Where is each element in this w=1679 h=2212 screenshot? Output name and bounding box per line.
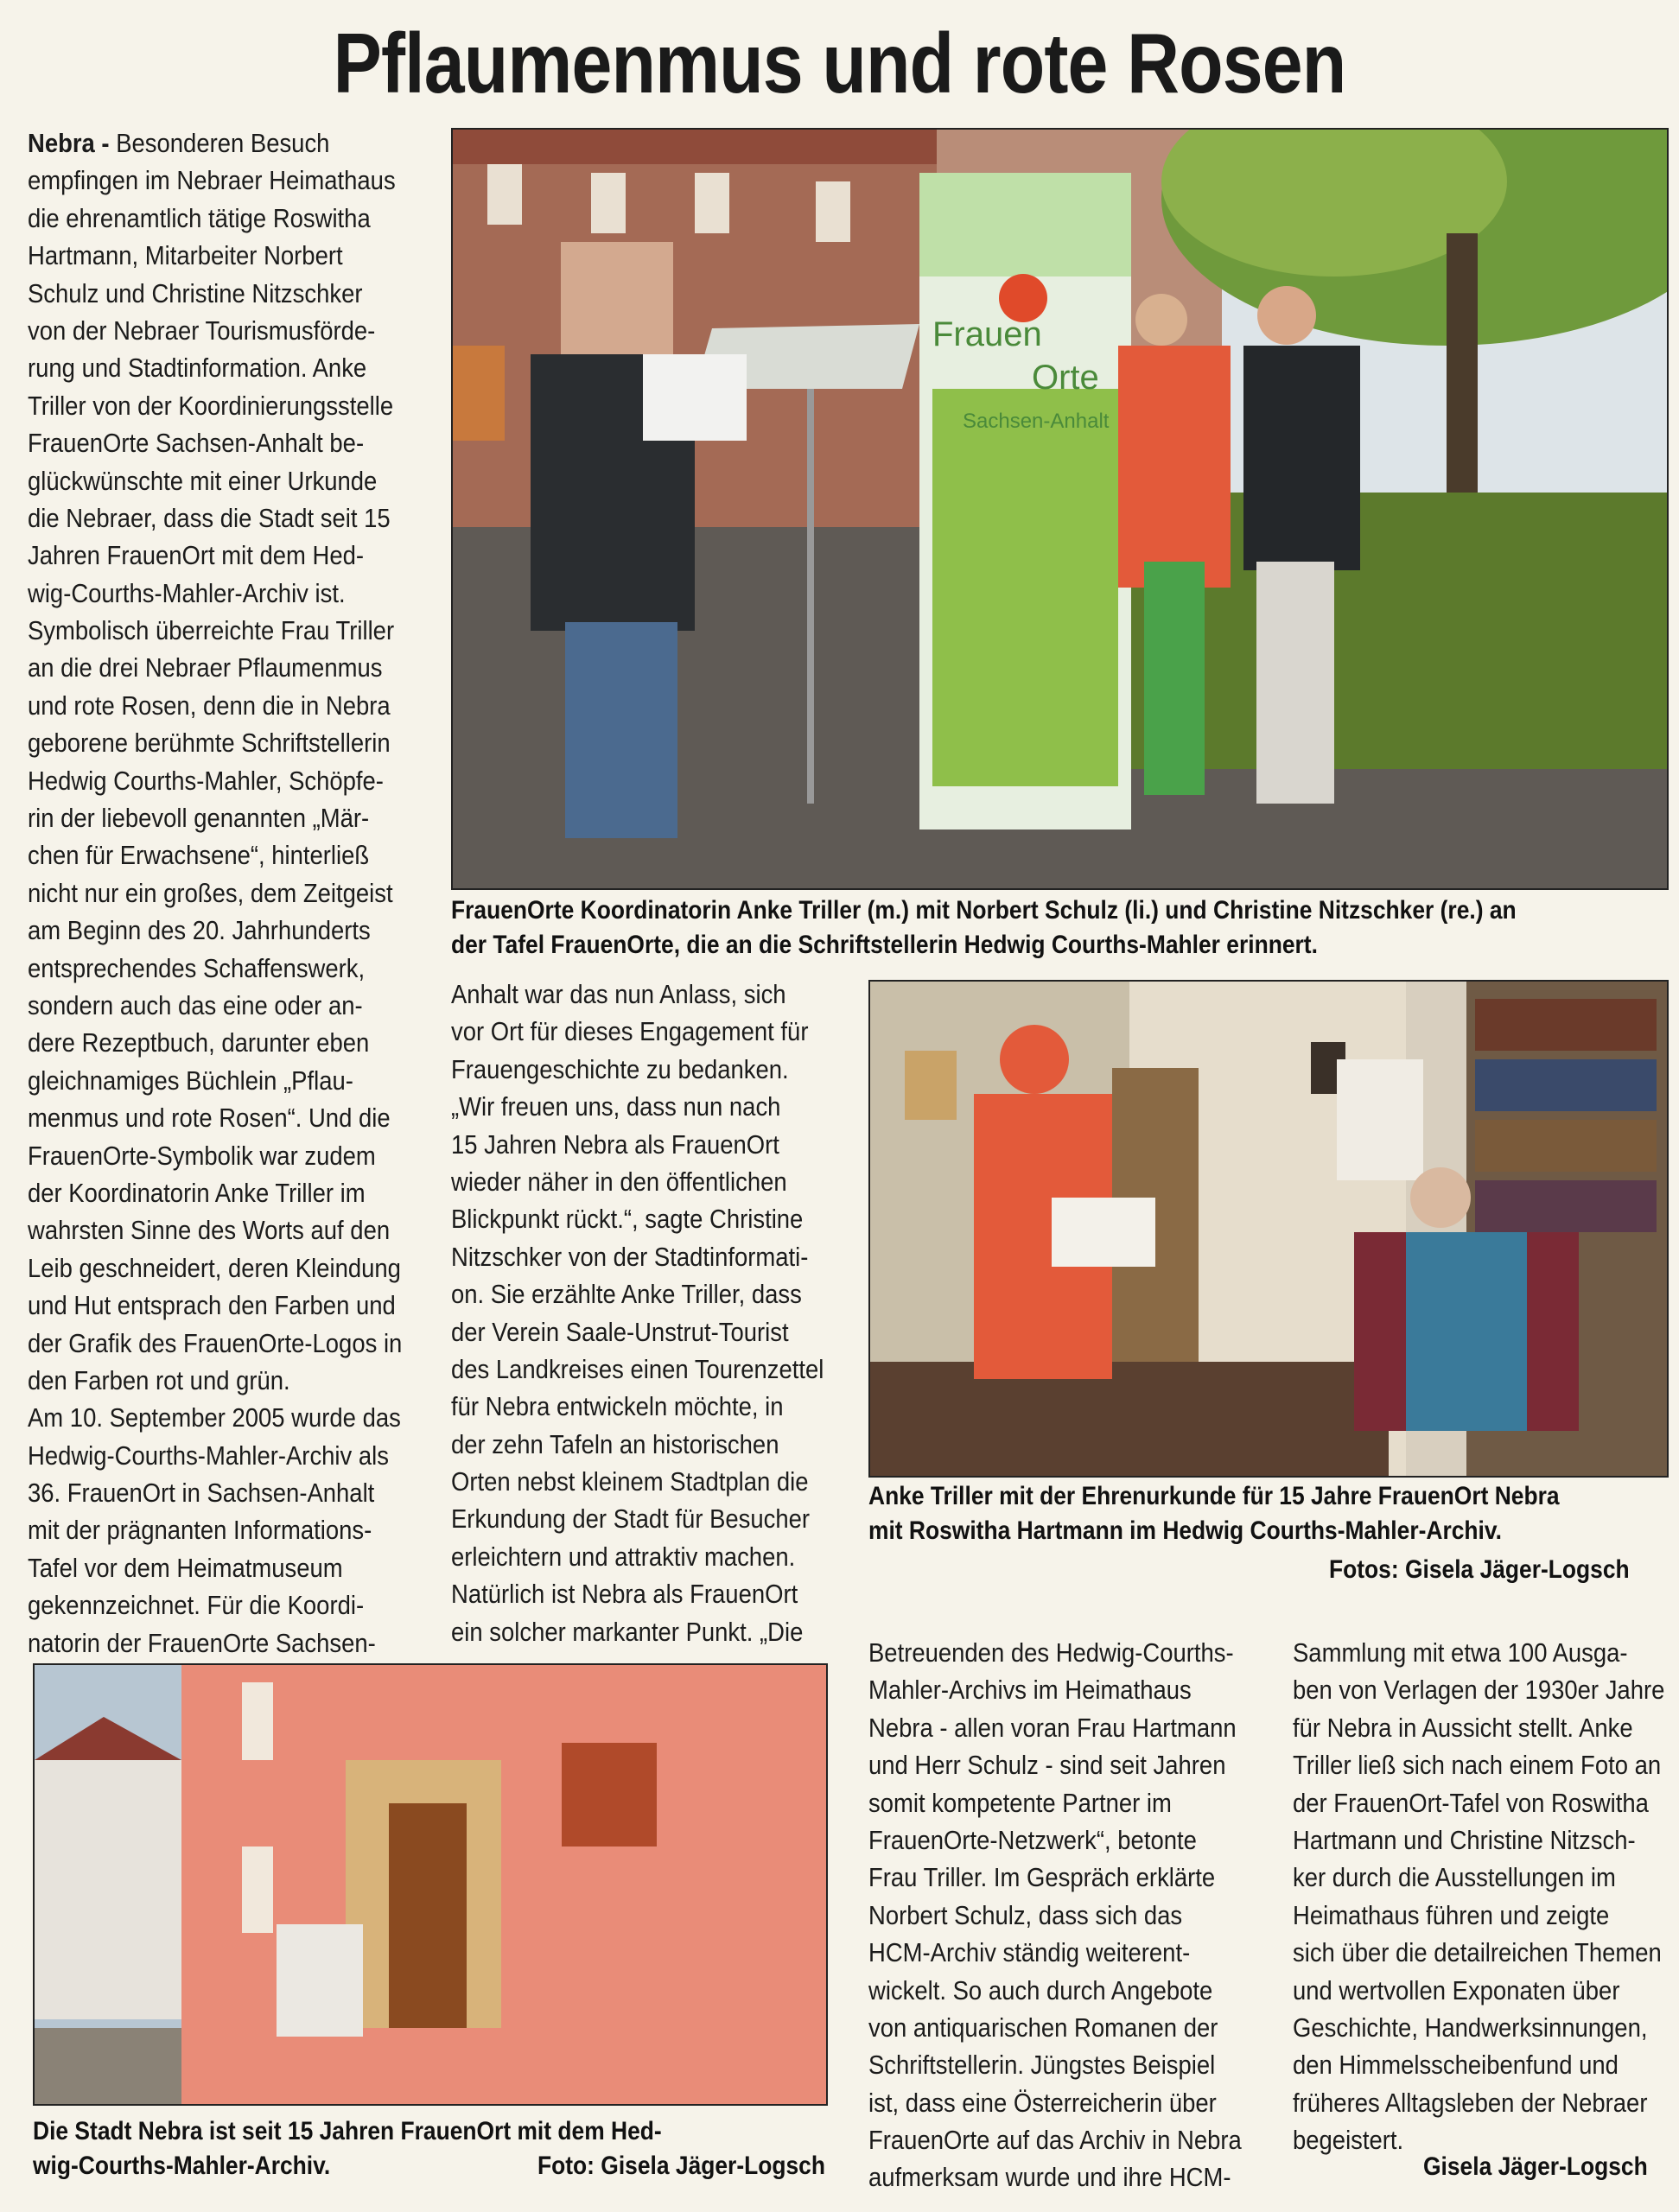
text-line: natorin der FrauenOrte Sachsen- — [28, 1628, 376, 1658]
text-line: Hartmann und Christine Nitzsch- — [1293, 1825, 1636, 1855]
text-line: Mahler-Archivs im Heimathaus — [868, 1675, 1192, 1706]
text-line: FrauenOrte-Symbolik war zudem — [28, 1141, 376, 1171]
text-line: HCM-Archiv ständig weiterent- — [868, 1938, 1191, 1968]
text-line: FrauenOrte Sachsen-Anhalt be- — [28, 429, 365, 459]
text-line: von antiquarischen Romanen der — [868, 2012, 1218, 2043]
photo-group-banner — [451, 128, 1669, 890]
text-line: den Farben rot und grün. — [28, 1365, 290, 1395]
caption-line: Anke Triller mit der Ehrenurkunde für 15 Jahre FrauenOrt Nebra — [868, 1482, 1560, 1510]
text-line: früheres Alltagsleben der Nebraer — [1293, 2088, 1648, 2118]
text-line: sondern auch das eine oder an- — [28, 990, 363, 1020]
text-line: Am 10. September 2005 wurde das — [28, 1403, 401, 1433]
text-line: Frauengeschichte zu bedanken. — [451, 1054, 789, 1084]
text-line: und Herr Schulz - sind seit Jahren — [868, 1751, 1226, 1781]
text-line: wickelt. So auch durch Angebote — [868, 1975, 1213, 2005]
text-line: des Landkreises einen Tourenzettel — [451, 1354, 824, 1384]
text-line: geborene berühmte Schriftstellerin — [28, 728, 391, 759]
text-line: on. Sie erzählte Anke Triller, dass — [451, 1280, 802, 1310]
text-line — [28, 125, 402, 162]
article-column-2 — [451, 976, 824, 1651]
text-line: 36. FrauenOrt in Sachsen-Anhalt — [28, 1478, 375, 1509]
text-line: erleichtern und attraktiv machen. — [451, 1541, 796, 1572]
text-line: empfingen im Nebraer Heimathaus — [28, 166, 396, 196]
text-line: rin der liebevoll genannten „Mär- — [28, 804, 370, 834]
text-line: Schriftstellerin. Jüngstes Beispiel — [868, 2050, 1216, 2081]
text-line: Triller von der Koordinierungsstelle — [28, 391, 394, 421]
text-line: Tafel vor dem Heimatmuseum — [28, 1553, 343, 1583]
text-line: mit der prägnanten Informations- — [28, 1516, 372, 1546]
text-line: Hedwig Courths-Mahler, Schöpfe- — [28, 766, 384, 796]
text-line: aufmerksam wurde und ihre HCM- — [868, 2163, 1231, 2193]
text-line: wieder näher in den öffentlichen — [451, 1166, 787, 1197]
text-line: Leib geschneidert, deren Kleindung — [28, 1253, 401, 1283]
photo-credit-3: Foto: Gisela Jäger-Logsch — [537, 2152, 825, 2180]
text-segment: Besonderen Besuch — [116, 129, 330, 158]
caption-line: der Tafel FrauenOrte, die an die Schriftstellerin Hedwig Courths-Mahler erinnert. — [451, 931, 1318, 959]
text-line: der FrauenOrt-Tafel von Roswitha — [1293, 1788, 1649, 1818]
text-line: 15 Jahren Nebra als FrauenOrt — [451, 1129, 779, 1160]
text-line: Heimathaus führen und zeigte — [1293, 1900, 1610, 1930]
text-line: der Koordinatorin Anke Triller im — [28, 1178, 366, 1208]
text-line: gekennzeichnet. Für die Koordi- — [28, 1591, 365, 1621]
text-line: chen für Erwachsene“, hinterließ — [28, 841, 370, 871]
text-line: glückwünschte mit einer Urkunde — [28, 466, 378, 496]
text-line: Nitzschker von der Stadtinformati- — [451, 1242, 809, 1272]
text-line: Triller ließ sich nach einem Foto an — [1293, 1751, 1662, 1781]
text-line: wahrsten Sinne des Worts auf den — [28, 1216, 391, 1246]
text-line: Jahren FrauenOrt mit dem Hed- — [28, 541, 365, 571]
text-line: an die drei Nebraer Pflaumenmus — [28, 653, 383, 683]
text-line: rung und Stadtinformation. Anke — [28, 353, 367, 384]
text-line: Hartmann, Mitarbeiter Norbert — [28, 241, 343, 271]
text-line: entsprechendes Schaffenswerk, — [28, 953, 366, 983]
text-line: Symbolisch überreichte Frau Triller — [28, 616, 395, 646]
banner-orte-text: Orte — [1032, 359, 1099, 397]
text-line: Geschichte, Handwerksinnungen, — [1293, 2012, 1648, 2043]
text-line: Hedwig-Courths-Mahler-Archiv als — [28, 1440, 389, 1471]
text-line: ein solcher markanter Punkt. „Die — [451, 1617, 804, 1647]
banner-region-text: Sachsen-Anhalt — [963, 410, 1110, 433]
text-line: die Nebraer, dass die Stadt seit 15 — [28, 503, 391, 533]
text-line: Frau Triller. Im Gespräch erklärte — [868, 1863, 1216, 1893]
text-line: somit kompetente Partner im — [868, 1788, 1172, 1818]
article-column-1 — [28, 125, 402, 1662]
article-column-3 — [868, 1635, 1242, 2197]
text-line: ker durch die Ausstellungen im — [1293, 1863, 1616, 1893]
text-line: Natürlich ist Nebra als FrauenOrt — [451, 1580, 798, 1610]
text-line: ist, dass eine Österreicherin über — [868, 2088, 1217, 2118]
text-line: Erkundung der Stadt für Besucher — [451, 1504, 811, 1535]
text-line: und wertvollen Exponaten über — [1293, 1975, 1620, 2005]
text-line: der Grafik des FrauenOrte-Logos in — [28, 1328, 403, 1358]
caption-photo-1 — [451, 893, 1517, 963]
text-line: „Wir freuen uns, dass nun nach — [451, 1092, 781, 1122]
banner-frauen-text: Frauen — [932, 315, 1042, 353]
text-line: am Beginn des 20. Jahrhunderts — [28, 916, 371, 946]
text-line: den Himmelsscheibenfund und — [1293, 2050, 1619, 2081]
text-line: gleichnamiges Büchlein „Pflau- — [28, 1065, 353, 1096]
caption-line: mit Roswitha Hartmann im Hedwig Courths-Mahler-Archiv. — [868, 1516, 1502, 1545]
text-line: FrauenOrte-Netzwerk“, betonte — [868, 1825, 1197, 1855]
article-column-4 — [1293, 1635, 1664, 2159]
text-line: Orten nebst kleinem Stadtplan die — [451, 1467, 809, 1497]
text-line: und rote Rosen, denn die in Nebra — [28, 690, 391, 721]
text-line: Nebra - allen voran Frau Hartmann — [868, 1713, 1237, 1743]
author-byline: Gisela Jäger-Logsch — [1423, 2152, 1648, 2181]
caption-line: Die Stadt Nebra ist seit 15 Jahren FrauenOrt mit dem Hed- — [33, 2117, 662, 2145]
text-line: von der Nebraer Tourismusförde- — [28, 315, 376, 346]
text-line: begeistert. — [1293, 2126, 1404, 2156]
text-line: für Nebra entwickeln möchte, in — [451, 1392, 784, 1422]
photo-building-facade — [33, 1663, 828, 2106]
text-line: nicht nur ein großes, dem Zeitgeist — [28, 878, 393, 908]
caption-line: wig-Courths-Mahler-Archiv. — [33, 2152, 331, 2180]
text-line: Blickpunkt rückt.“, sagte Christine — [451, 1205, 804, 1235]
caption-line: FrauenOrte Koordinatorin Anke Triller (m.) mit Norbert Schulz (li.) und Christine Nitzschker (re.) an — [451, 896, 1517, 925]
text-line: für Nebra in Aussicht stellt. Anke — [1293, 1713, 1633, 1743]
text-line: Schulz und Christine Nitzschker — [28, 278, 363, 308]
caption-photo-2 — [868, 1479, 1560, 1548]
text-line: und Hut entsprach den Farben und — [28, 1291, 396, 1321]
text-line: vor Ort für dieses Engagement für — [451, 1017, 809, 1047]
text-line: Anhalt war das nun Anlass, sich — [451, 980, 786, 1009]
text-line: sich über die detailreichen Themen — [1293, 1938, 1662, 1968]
photo-archive-interior — [868, 980, 1669, 1478]
text-line: wig-Courths-Mahler-Archiv ist. — [28, 578, 346, 608]
dateline: Nebra - — [28, 129, 110, 158]
text-line: Sammlung mit etwa 100 Ausga- — [1293, 1638, 1628, 1668]
text-line: FrauenOrte auf das Archiv in Nebra — [868, 2126, 1242, 2156]
text-line: die ehrenamtlich tätige Roswitha — [28, 203, 371, 233]
text-line: der Verein Saale-Unstrut-Tourist — [451, 1317, 789, 1347]
text-line: ben von Verlagen der 1930er Jahre — [1293, 1675, 1665, 1706]
photo-credit-2: Fotos: Gisela Jäger-Logsch — [1329, 1555, 1630, 1584]
headline: Pflaumenmus und rote Rosen — [333, 16, 1346, 111]
text-line: Betreuenden des Hedwig-Courths- — [868, 1638, 1234, 1668]
text-line: der zehn Tafeln an historischen — [451, 1429, 779, 1459]
text-line: dere Rezeptbuch, darunter eben — [28, 1028, 370, 1058]
text-line: menmus und rote Rosen“. Und die — [28, 1103, 391, 1134]
text-line: Norbert Schulz, dass sich das — [868, 1900, 1183, 1930]
